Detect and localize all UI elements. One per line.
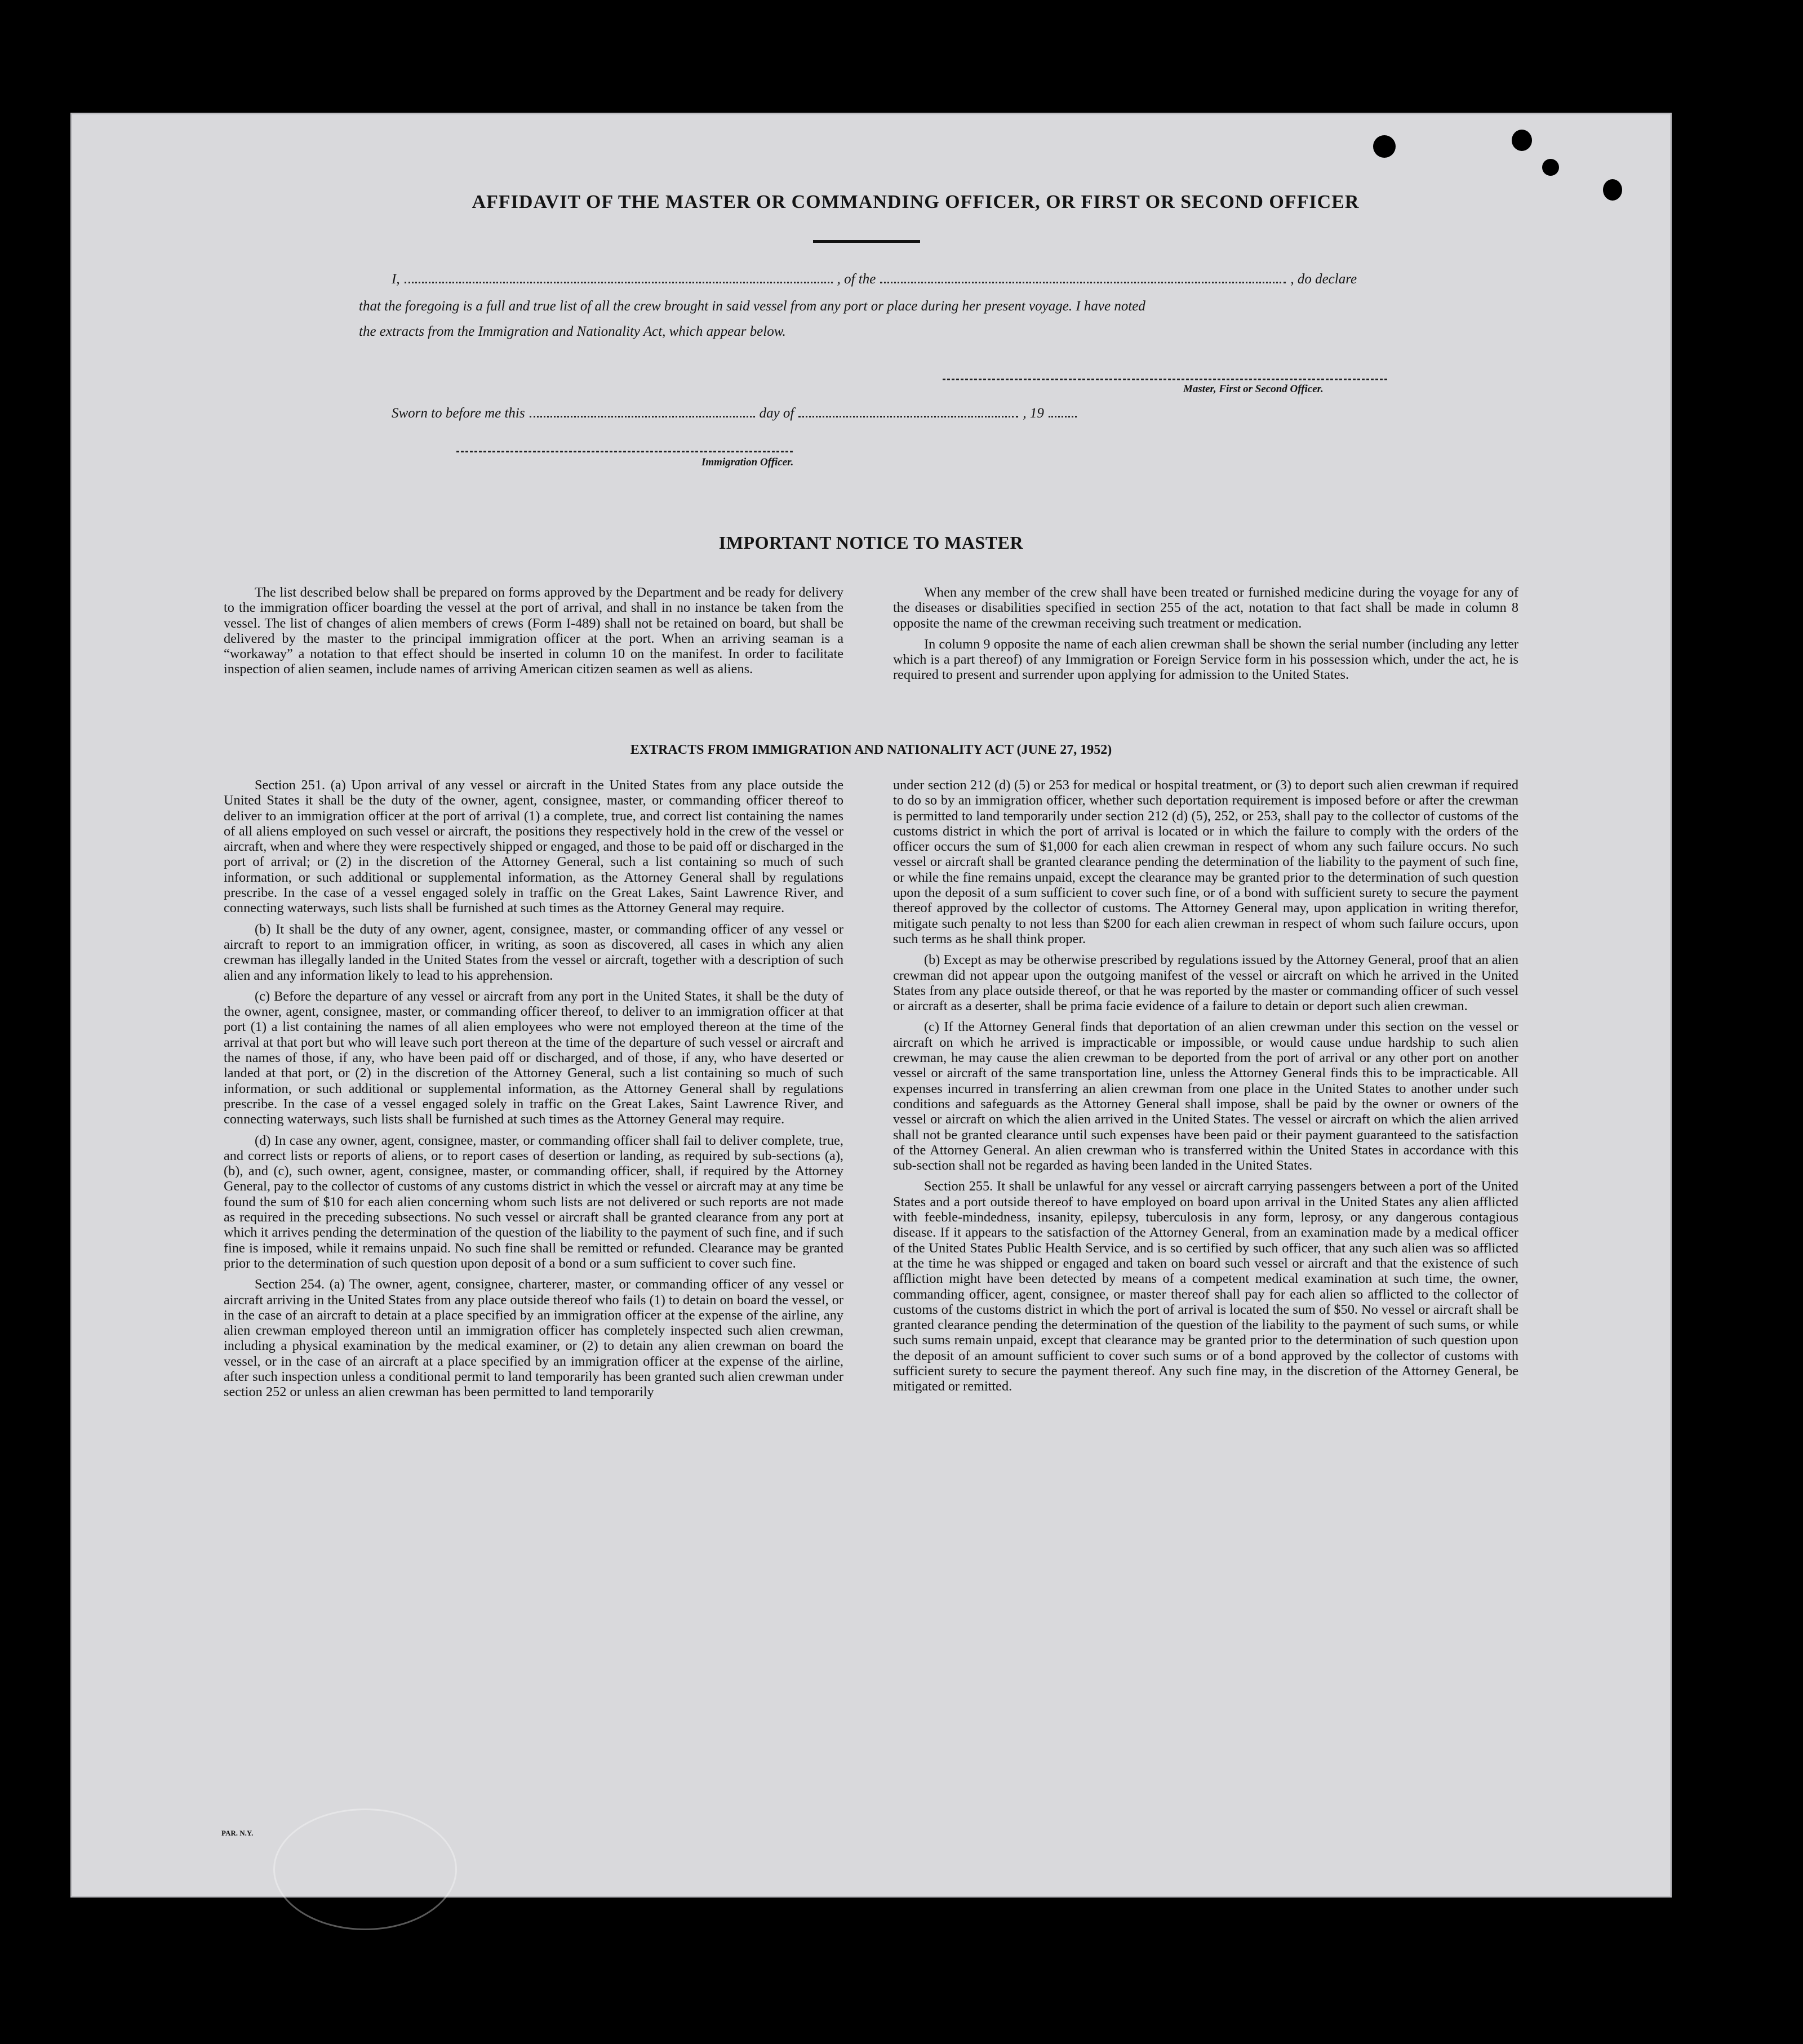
embossed-seal bbox=[273, 1809, 457, 1930]
declare-label: , do declare bbox=[1290, 272, 1357, 287]
declaration-text-2: the extracts from the Immigration and Nationality Act, which appear below. bbox=[359, 324, 786, 339]
printer-mark: PAR. N.Y. bbox=[221, 1829, 254, 1837]
name-blank bbox=[405, 281, 833, 283]
title-underline bbox=[813, 240, 920, 243]
notice-paragraph: In column 9 opposite the name of each alien crewman shall be shown the serial number (including any letter which is a part thereof) of any Immigration or Foreign Service form in his possession which, under the act, he is required to present and surrender upon applying for admission to the United States. bbox=[893, 636, 1518, 683]
year-label: , 19 bbox=[1023, 406, 1044, 421]
section-paragraph: (c) If the Attorney General finds that deportation of an alien crewman under this section on the vessel or aircraft on which he arrived is impracticable or impossible, or would cause undue hardship to such alien crewman, he may cause the alien crewman to be deported from the port of arrival or any other port on another vessel or aircraft of the same transportation line, unless the Attorney General finds this to be impracticable. All expenses incurred in transferring an alien crewman from one place in the United States to another under such conditions and safeguards as the Attorney General shall impose, shall be paid by the owner or owners of the vessel or aircraft on which the alien arrived in the United States. The vessel or aircraft on which the alien arrived shall not be granted clearance until such expenses have been paid or their payment guaranteed to the satisfaction of the Attorney General. An alien crewman who is transferred within the United States in accordance with this sub-section shall not be regarded as having been landed in the United States. bbox=[893, 1019, 1518, 1174]
vessel-blank bbox=[880, 281, 1286, 283]
i-label: I, bbox=[392, 272, 400, 287]
officer-caption: Immigration Officer. bbox=[701, 456, 794, 468]
declaration-text: that the foregoing is a full and true list of all the crew brought in said vessel from any port or place during her present voyage. I have noted bbox=[359, 299, 1145, 314]
day-blank bbox=[530, 415, 755, 417]
section-paragraph: Section 255. It shall be unlawful for any vessel or aircraft carrying passengers between a port of the United States and a port outside thereof to have employed on board upon arrival in the United States any alien afflicted with feeble-mindedness, insanity, epilepsy, tuberculosis in any form, leprosy, or any dangerous contagious disease. If it appears to the satisfaction of the Attorney General, from an examination made by a medical officer of the United States Public Health Service, and is so certified by such officer, that any such alien was so afflicted at the time he was shipped or engaged and taken on board such vessel or aircraft and that the existence of such affliction might have been detected by means of a competent medical examination at such time, the owner, commanding officer, agent, consignee, or master thereof shall pay for each alien so afflicted to the collector of customs of the customs district in which the port of arrival is located the sum of $50. No vessel or aircraft shall be granted clearance pending the determination of the question of the liability to the payment of such sums, or while such sums remain unpaid, except that clearance may be granted prior to the determination of such question upon the deposit of an amount sufficient to cover such sums or of a bond approved by the collector of customs with sufficient surety to secure the payment thereof. Any such fine may, in the discretion of the Attorney General, be mitigated or remitted. bbox=[893, 1179, 1518, 1394]
year-blank bbox=[1049, 415, 1077, 417]
of-the-label: , of the bbox=[837, 272, 876, 287]
affidavit-title: AFFIDAVIT OF THE MASTER OR COMMANDING OFFICER, OR FIRST OR SECOND OFFICER bbox=[472, 192, 1360, 212]
month-blank bbox=[798, 415, 1018, 417]
punch-hole bbox=[1373, 135, 1396, 158]
section-paragraph: (d) In case any owner, agent, consignee, master, or commanding officer shall fail to deliver complete, true, and correct lists or reports of aliens, or to report cases of desertion or landing, as required by sub-sections (a), (b), and (c), such owner, agent, consignee, master, or commanding officer, shall, if required by the Attorney General, pay to the collector of customs of any customs district in which the vessel or aircraft may at any time be found the sum of $10 for each alien concerning whom such lists are not delivered or such reports are not made as required in the preceding subsections. No such vessel or aircraft shall be granted clearance from any port at which it arrives pending the determination of the question of the liability to the payment of such fine, and if such fine is imposed, while it remains unpaid. No such fine shall be remitted or refunded. Clearance may be granted prior to the determination of such question upon deposit of a bond or a sum sufficient to cover such fine. bbox=[224, 1132, 843, 1271]
notice-title: IMPORTANT NOTICE TO MASTER bbox=[718, 532, 1024, 553]
notice-paragraph: The list described below shall be prepared on forms approved by the Department and be ready for delivery to the immigration officer boarding the vessel at the port of arrival, and shall in no instance be taken from the vessel. The list of changes of alien members of crews (Form I-489) shall not be retained on board, but shall be delivered by the master to the principal immigration officer at the port. When an arriving seaman is a “workaway” a notation to that effect should be inserted in column 10 on the manifest. In order to facilitate inspection of alien seamen, include names of arriving American citizen seamen as well as aliens. bbox=[224, 585, 843, 677]
extracts-right-column bbox=[893, 777, 1518, 1400]
section-paragraph: (b) Except as may be otherwise prescribed by regulations issued by the Attorney General, proof that an alien crewman did not appear upon the outgoing manifest of the vessel or aircraft on which he arrived in the United States from any place outside thereof, or that he was reported by the master or commanding officer of such vessel or aircraft as a deserter, shall be prima facie evidence of a failure to detain or deport such alien crewman. bbox=[893, 952, 1518, 1014]
form-sheet bbox=[70, 113, 1672, 1898]
section-paragraph: Section 254. (a) The owner, agent, consignee, charterer, master, or commanding officer of any vessel or aircraft arriving in the United States from any place outside thereof who fails (1) to detain on board the vessel, or in the case of an aircraft to detain at a place specified by an immigration officer at the expense of the airline, any alien crewman employed thereon until an immigration officer has completely inspected such alien crewman, including a physical examination by the medical examiner, or (2) to detain any alien crewman on board the vessel, or in the case of an aircraft at a place specified by an immigration officer at the expense of the airline, after such inspection unless a conditional permit to land temporarily has been granted such alien crewman under section 252 or unless an alien crewman has been permitted to land temporarily bbox=[224, 1277, 843, 1400]
officer-signature-line bbox=[456, 451, 794, 452]
extracts-left-column bbox=[224, 777, 843, 1406]
extracts-title: EXTRACTS FROM IMMIGRATION AND NATIONALITY ACT (JUNE 27, 1952) bbox=[630, 743, 1112, 757]
punch-hole bbox=[1542, 159, 1559, 176]
sworn-label: Sworn to before me this bbox=[392, 406, 525, 421]
notice-right-column bbox=[893, 585, 1518, 688]
declaration-line bbox=[392, 272, 1357, 287]
master-caption: Master, First or Second Officer. bbox=[1183, 383, 1324, 395]
section-paragraph: under section 212 (d) (5) or 253 for medical or hospital treatment, or (3) to deport such alien crewman if required to do so by an immigration officer, whether such deportation requirement is imposed before or after the crewman is permitted to land temporarily under section 212 (d) (5), 252, or 253, shall pay to the collector of customs of the customs district in which the port of arrival is located or in which the failure to comply with the orders of the officer occurs the sum of $1,000 for each alien crewman in respect of whom any such failure occurs. No such vessel or aircraft shall be granted clearance pending the determination of the liability to the payment of such fine, or while the fine remains unpaid, except the clearance may be granted prior to the determination of such question upon the deposit of a sum sufficient to cover such fine, or of a bond with sufficient surety to secure the payment thereof approved by the collector of customs. The Attorney General may, upon application in writing therefor, mitigate such penalty to not less than $200 for each alien crewman in respect of whom such failure occurs, upon such terms as he shall think proper. bbox=[893, 777, 1518, 947]
punch-hole bbox=[1603, 179, 1622, 201]
section-paragraph: (b) It shall be the duty of any owner, agent, consignee, master, or commanding officer of any vessel or aircraft to report to an immigration officer, in writing, as soon as discovered, all cases in which any alien crewman has illegally landed in the United States from the vessel or aircraft, together with a description of such alien and any information likely to lead to his apprehension. bbox=[224, 921, 843, 983]
notice-left-column bbox=[224, 585, 843, 683]
day-of-label: day of bbox=[759, 406, 794, 421]
punch-hole bbox=[1512, 130, 1532, 151]
sworn-line bbox=[392, 406, 1081, 421]
master-signature-line bbox=[943, 379, 1388, 380]
notice-paragraph: When any member of the crew shall have been treated or furnished medicine during the voyage for any of the diseases or disabilities specified in section 255 of the act, notation to that fact shall be made in column 8 opposite the name of the crewman receiving such treatment or medication. bbox=[893, 585, 1518, 631]
section-paragraph: (c) Before the departure of any vessel or aircraft from any port in the United States, it shall be the duty of the owner, agent, consignee, master, or commanding officer thereof, to deliver to an immigration officer at that port (1) a list containing the names of all alien employees who were not employed thereon at the time of the arrival at that port but who will leave such port thereon at the time of the departure of such vessel or aircraft and the names of those, if any, who have been paid off or discharged, and of those, if any, who have deserted or landed at that port, or (2) in the discretion of the Attorney General, such a list containing so much of such information, or such additional or supplemental information, as the Attorney General shall by regulations prescribe. In the case of a vessel engaged solely in traffic on the Great Lakes, Saint Lawrence River, and connecting waterways, such lists shall be furnished at such times as the Attorney General may require. bbox=[224, 988, 843, 1127]
section-paragraph: Section 251. (a) Upon arrival of any vessel or aircraft in the United States from any place outside the United States it shall be the duty of the owner, agent, consignee, master, or commanding officer thereof to deliver to an immigration officer at the port of arrival (1) a complete, true, and correct list containing the names of all aliens employed on such vessel or aircraft, the positions they respectively hold in the crew of the vessel or aircraft, when and where they were respectively shipped or engaged, and those to be paid off or discharged in the port of arrival; or (2) in the discretion of the Attorney General, such a list containing so much of such information, or such additional or supplemental information, as the Attorney General shall by regulations prescribe. In the case of a vessel engaged solely in traffic on the Great Lakes, Saint Lawrence River, and connecting waterways, such lists shall be furnished at such times as the Attorney General may require. bbox=[224, 777, 843, 916]
